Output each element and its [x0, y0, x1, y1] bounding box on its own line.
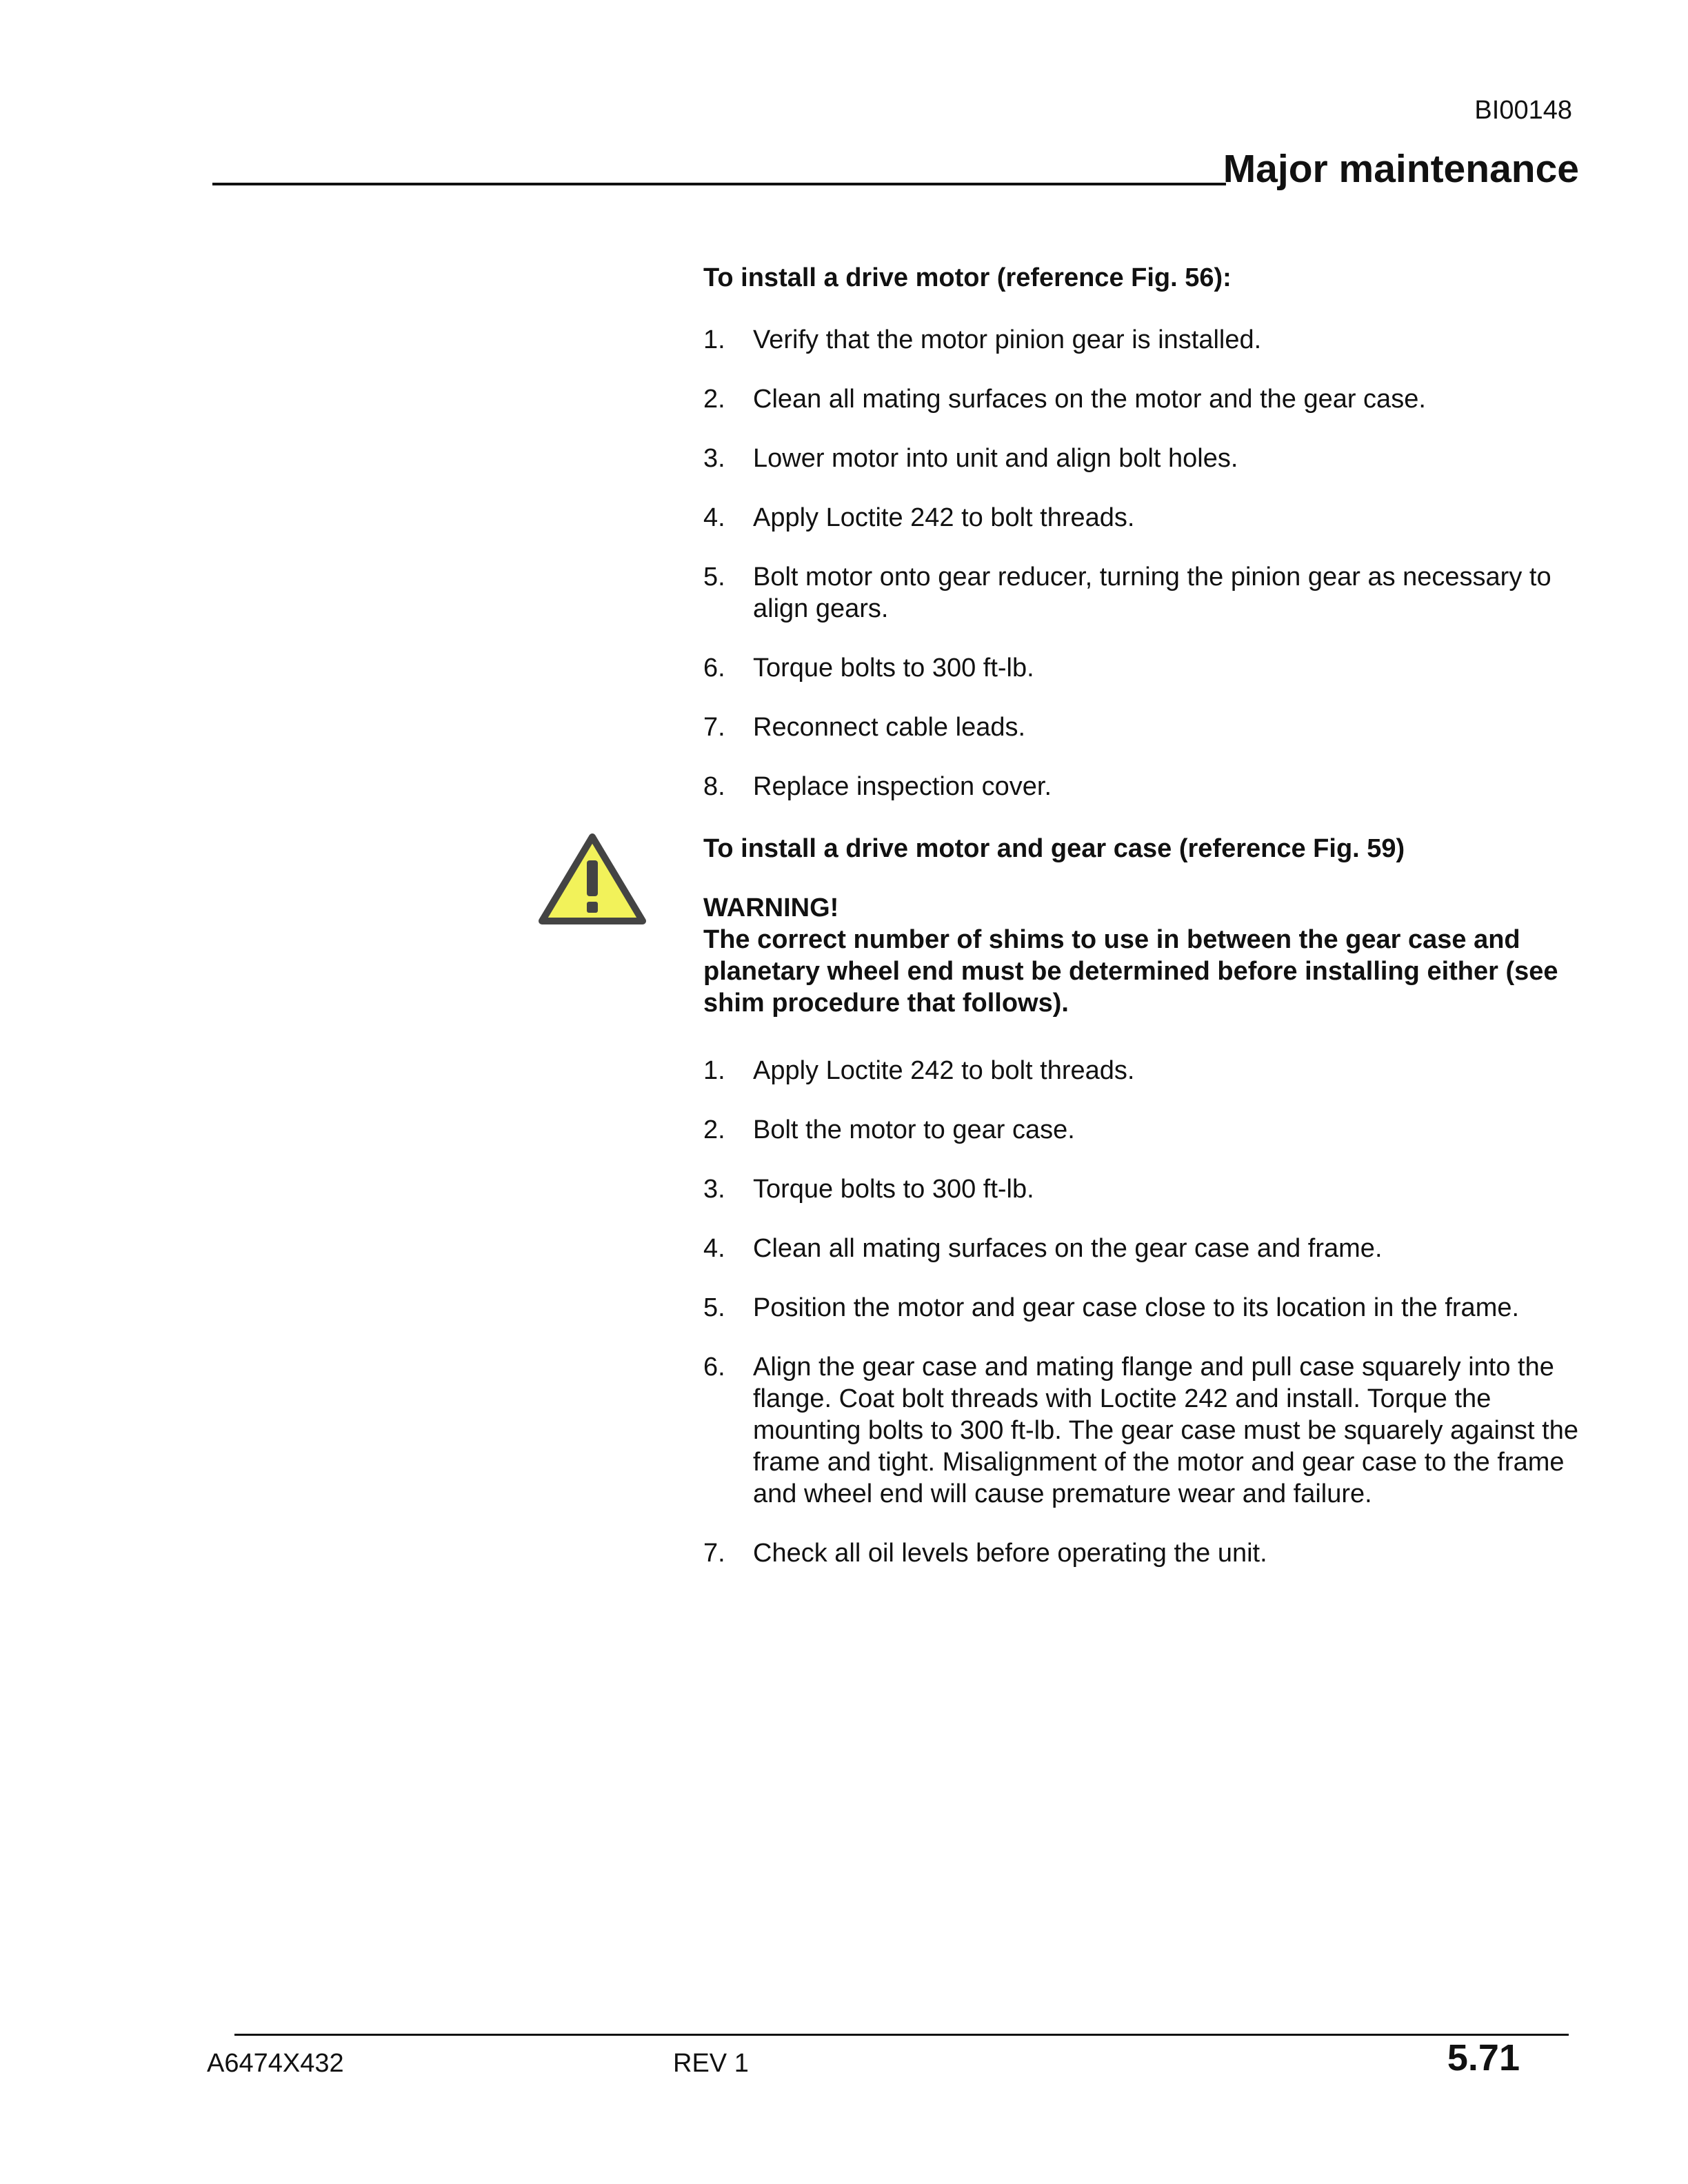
procedure-heading: To install a drive motor and gear case (reference Fig. 59)	[703, 834, 1405, 863]
footer-doc-number: A6474X432	[207, 2049, 344, 2078]
step-number: 1.	[703, 1056, 725, 1085]
step-text: Align the gear case and mating flange and pull case squarely into the flange. Coat bolt threads with Loctite 242 and install. Torque the mounting bolts to 300 ft-lb. The gear case must be squarely against the frame and tight. Misalignment of the motor and gear case to the frame and wheel end will cause premature wear and failure.	[753, 1353, 1578, 1508]
procedure-steps	[703, 1055, 1593, 1569]
list-item	[703, 561, 1593, 625]
step-number: 3.	[703, 1175, 725, 1204]
step-number: 1.	[703, 325, 725, 354]
list-item	[703, 1173, 1593, 1205]
list-item	[703, 1351, 1593, 1510]
list-item	[703, 652, 1593, 684]
step-text: Check all oil levels before operating the unit.	[753, 1539, 1267, 1568]
list-item	[703, 502, 1593, 534]
step-number: 5.	[703, 563, 725, 592]
list-item	[703, 1537, 1593, 1569]
step-number: 8.	[703, 772, 725, 801]
step-number: 5.	[703, 1293, 725, 1322]
step-number: 3.	[703, 444, 725, 473]
list-item	[703, 1114, 1593, 1146]
step-number: 7.	[703, 713, 725, 742]
page-number: 5.71	[1447, 2037, 1520, 2079]
document-id: BI00148	[1474, 96, 1572, 125]
list-item	[703, 771, 1593, 802]
section-title: Major maintenance	[1223, 147, 1579, 191]
step-text: Torque bolts to 300 ft-lb.	[753, 654, 1034, 682]
step-text: Apply Loctite 242 to bolt threads.	[753, 1056, 1135, 1085]
procedure-steps	[703, 324, 1593, 802]
step-number: 2.	[703, 385, 725, 414]
procedure-steps-container	[703, 1055, 1593, 1597]
step-text: Lower motor into unit and align bolt holes.	[753, 444, 1238, 473]
list-item	[703, 711, 1593, 743]
list-item	[703, 1055, 1593, 1086]
warning-triangle-icon	[538, 833, 647, 925]
step-number: 2.	[703, 1115, 725, 1144]
step-text: Replace inspection cover.	[753, 772, 1052, 801]
warning-title: WARNING!	[703, 893, 839, 922]
step-text: Clean all mating surfaces on the motor and the gear case.	[753, 385, 1426, 414]
step-number: 4.	[703, 503, 725, 532]
footer-revision: REV 1	[673, 2049, 749, 2078]
procedure-install-motor-and-gear-case	[703, 833, 1593, 865]
warning-text: The correct number of shims to use in between the gear case and planetary wheel end must be determined before installing either (see shim procedure that follows).	[703, 925, 1558, 1018]
step-text: Apply Loctite 242 to bolt threads.	[753, 503, 1135, 532]
step-text: Verify that the motor pinion gear is installed.	[753, 325, 1262, 354]
header-rule	[212, 183, 1226, 185]
step-text: Torque bolts to 300 ft-lb.	[753, 1175, 1034, 1204]
step-number: 7.	[703, 1539, 725, 1568]
list-item	[703, 383, 1593, 415]
step-text: Clean all mating surfaces on the gear case and frame.	[753, 1234, 1383, 1263]
warning-block	[703, 892, 1593, 1019]
step-text: Bolt motor onto gear reducer, turning the pinion gear as necessary to align gears.	[753, 563, 1551, 623]
list-item	[703, 1233, 1593, 1264]
list-item	[703, 1292, 1593, 1324]
list-item	[703, 324, 1593, 356]
step-number: 6.	[703, 1353, 725, 1382]
procedure-install-drive-motor	[703, 262, 1593, 830]
step-number: 4.	[703, 1234, 725, 1263]
procedure-heading: To install a drive motor (reference Fig. 56):	[703, 263, 1232, 292]
step-text: Reconnect cable leads.	[753, 713, 1026, 742]
list-item	[703, 443, 1593, 474]
step-text: Bolt the motor to gear case.	[753, 1115, 1075, 1144]
step-text: Position the motor and gear case close to its location in the frame.	[753, 1293, 1520, 1322]
step-number: 6.	[703, 654, 725, 682]
